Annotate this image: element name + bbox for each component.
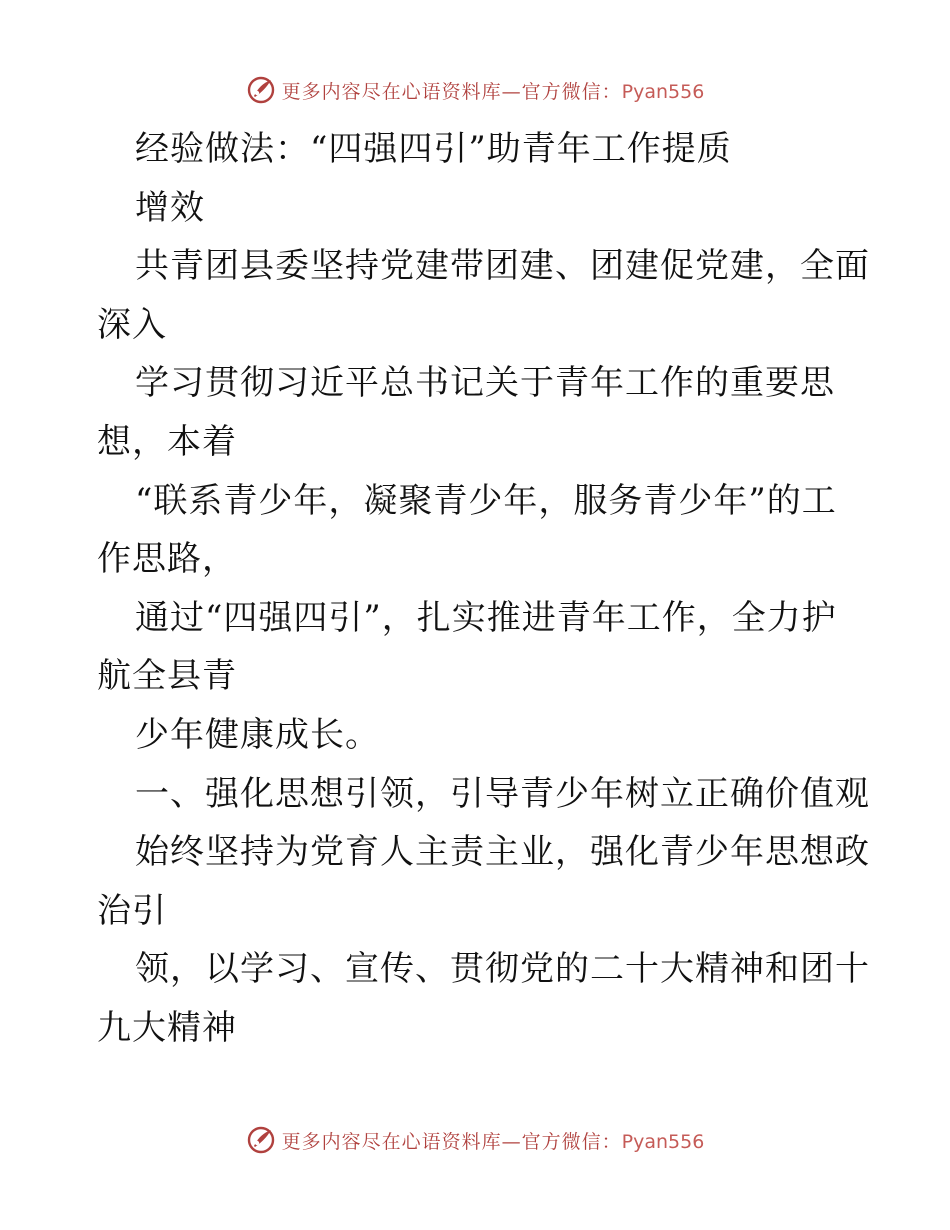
watermark-group bbox=[246, 75, 705, 105]
paragraph-line: 深入 bbox=[97, 304, 167, 345]
watermark-text bbox=[282, 1127, 705, 1154]
paragraph-line: 航全县青 bbox=[97, 656, 237, 697]
header-watermark bbox=[0, 70, 950, 110]
watermark-text bbox=[282, 77, 705, 104]
paragraph-line: 领，以学习、宣传、贯彻党的二十大精神和团十 bbox=[135, 949, 870, 990]
paragraph-line: 治引 bbox=[97, 890, 167, 931]
quill-logo-icon bbox=[246, 75, 276, 105]
quill-logo-icon bbox=[246, 1125, 276, 1155]
paragraph-line: 九大精神 bbox=[97, 1007, 237, 1048]
section-heading: 一、强化思想引领，引导青少年树立正确价值观 bbox=[135, 773, 870, 814]
paragraph-line: 通过“四强四引”，扎实推进青年工作，全力护 bbox=[135, 597, 837, 638]
document-title-line: 经验做法：“四强四引”助青年工作提质 bbox=[135, 129, 732, 169]
watermark-wechat-id: Pyan556 bbox=[621, 80, 705, 103]
paragraph-line: “联系青少年，凝聚青少年，服务青少年”的工 bbox=[135, 480, 837, 521]
paragraph-line: 想，本着 bbox=[97, 421, 237, 462]
document-body bbox=[97, 120, 870, 1058]
footer-watermark bbox=[0, 1120, 950, 1160]
document-title-line: 增效 bbox=[135, 187, 205, 228]
watermark-wechat-id: Pyan556 bbox=[621, 1130, 705, 1153]
watermark-label: 更多内容尽在心语资料库—官方微信： bbox=[281, 80, 622, 103]
paragraph-line: 学习贯彻习近平总书记关于青年工作的重要思 bbox=[135, 363, 835, 404]
paragraph-line: 作思路， bbox=[97, 539, 237, 580]
watermark-label: 更多内容尽在心语资料库—官方微信： bbox=[281, 1130, 622, 1153]
paragraph-line: 共青团县委坚持党建带团建、团建促党建，全面 bbox=[135, 246, 870, 287]
watermark-group bbox=[246, 1125, 705, 1155]
paragraph-line: 始终坚持为党育人主责主业，强化青少年思想政 bbox=[135, 832, 870, 873]
paragraph-line: 少年健康成长。 bbox=[135, 714, 380, 755]
